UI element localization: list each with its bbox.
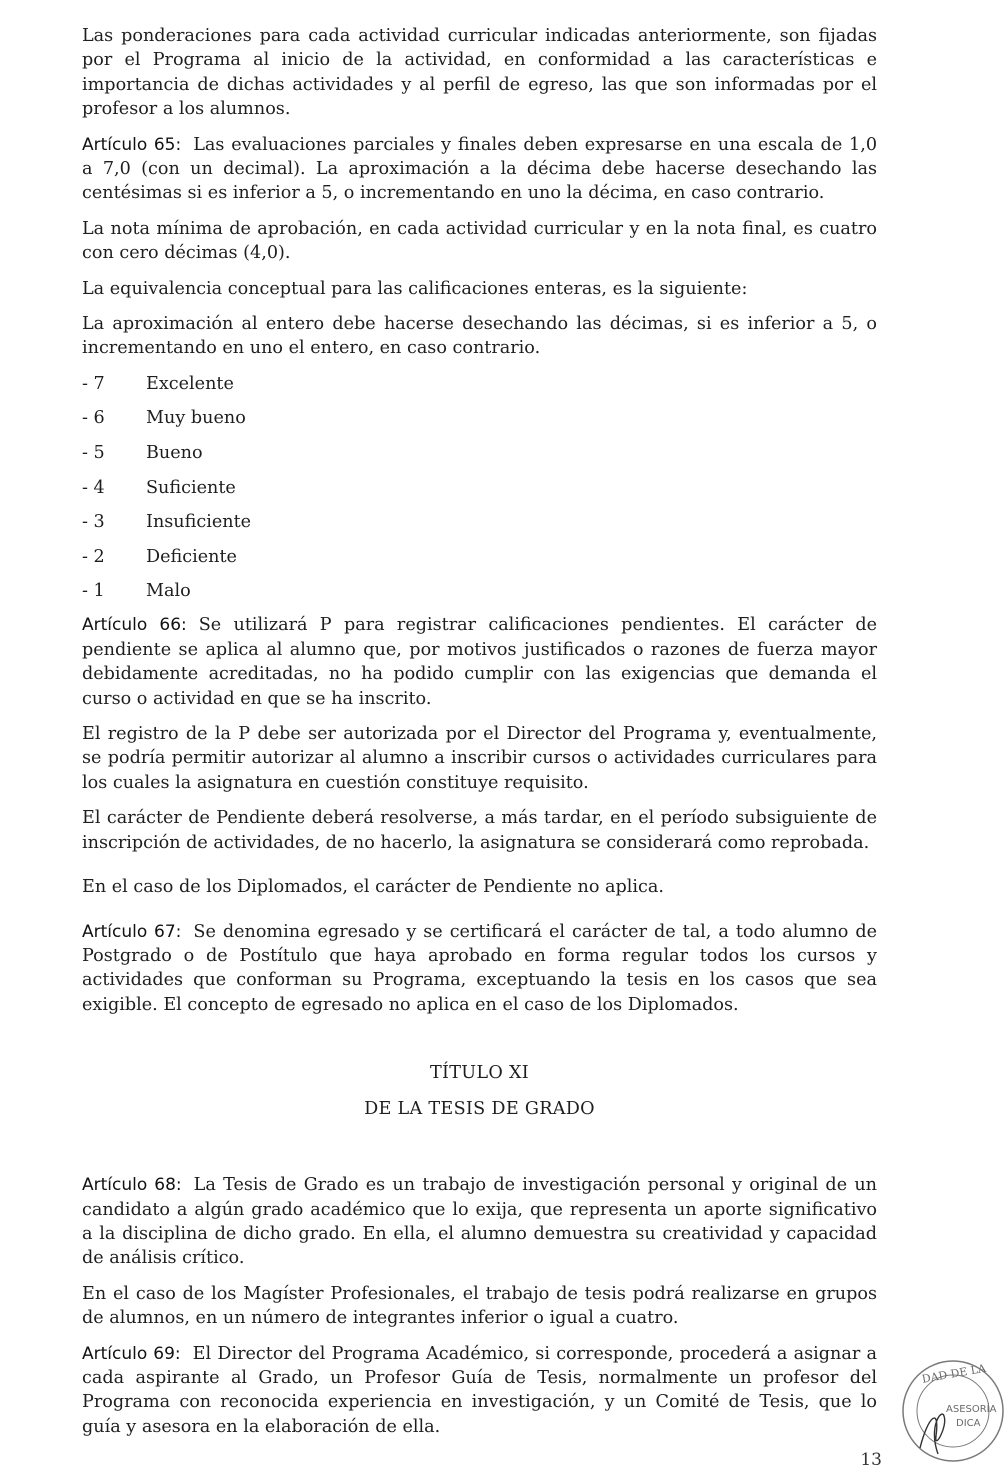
seal-text-bot: DICA: [956, 1418, 981, 1429]
university-seal-stamp: [898, 1356, 1008, 1466]
grade-label: Excelente: [146, 373, 234, 394]
article-65-min-grade: La nota mínima de aprobación, en cada actividad curricular y en la nota final, es cuatro con cero décimas (4,0).: [82, 218, 877, 264]
grade-number: - 3: [82, 512, 105, 533]
grade-scale-list: [82, 372, 877, 610]
signature-mark: [920, 1414, 945, 1454]
article-66-diplomados: En el caso de los Diplomados, el carácter de Pendiente no aplica.: [82, 877, 664, 898]
grade-item: [82, 579, 877, 609]
article-65-paragraph: [82, 133, 877, 206]
grade-label: Malo: [146, 581, 191, 602]
article-66-resolution: El carácter de Pendiente deberá resolverse, a más tardar, en el período subsiguiente de inscripción de actividades, de no hacerlo, la asignatura se considerará como reprobada.: [82, 808, 877, 853]
article-66-label: Artículo 66:: [82, 615, 187, 636]
article-65-text: Las evaluaciones parciales y finales deben expresarse en una escala de 1,0 a 7,0 (con un decimal). La aproximación a la décima debe hacerse desechando las centésimas si es inferior a 5, o incrementando en uno la décima, en caso contrario.: [82, 134, 878, 204]
article-66-paragraph: [82, 613, 877, 711]
grade-label: Insuficiente: [146, 512, 252, 533]
grade-item: [82, 545, 877, 580]
grade-item: [82, 441, 877, 476]
grade-label: Deficiente: [146, 546, 237, 567]
article-68-paragraph: [82, 1173, 877, 1271]
article-68-text: La Tesis de Grado es un trabajo de investigación personal y original de un candidato a algún grado académico que lo exija, que representa un aporte significativo a la disciplina de dicho grado. En ella, el alumno demuestra su creatividad y capacidad de análisis crítico.: [82, 1175, 877, 1269]
article-68-label: Artículo 68:: [82, 1175, 182, 1196]
grade-item: [82, 510, 877, 545]
seal-text-top: DAD DE LA: [920, 1361, 987, 1386]
document-page: [82, 24, 877, 1450]
seal-text-mid: ASESORÍA: [946, 1404, 997, 1415]
article-65-equivalence: La equivalencia conceptual para las calificaciones enteras, es la siguiente:: [82, 278, 748, 299]
article-66-text: Se utilizará P para registrar calificaciones pendientes. El carácter de pendiente se aplica al alumno que, por motivos justificados o razones de fuerza mayor debidamente acreditadas, no ha podido cumplir con las exigencias que demanda el curso o actividad en que se ha inscrito.: [82, 615, 878, 709]
grade-label: Suficiente: [146, 477, 236, 498]
grade-item: [82, 406, 877, 441]
article-67-label: Artículo 67:: [82, 921, 182, 942]
article-65-rounding: La aproximación al entero debe hacerse desechando las décimas, si es inferior a 5, o incrementando en uno el entero, en caso contrario.: [82, 314, 877, 359]
section-title: TÍTULO XI: [429, 1063, 530, 1084]
grade-number: - 5: [82, 443, 105, 464]
grade-number: - 4: [82, 477, 105, 498]
grade-number: - 7: [82, 373, 105, 394]
article-65-label: Artículo 65:: [82, 134, 182, 155]
grade-number: - 1: [82, 581, 105, 602]
article-69-paragraph: [82, 1342, 877, 1440]
article-68-magister: En el caso de los Magíster Profesionales, el trabajo de tesis podrá realizarse en grupos de alumnos, en un número de integrantes inferior o igual a cuatro.: [82, 1283, 877, 1329]
article-67-paragraph: [82, 920, 877, 1018]
grade-item: [82, 372, 877, 407]
grade-number: - 6: [82, 408, 105, 429]
article-69-label: Artículo 69:: [82, 1343, 181, 1364]
article-69-text: El Director del Programa Académico, si corresponde, procederá a asignar a cada aspirante al Grado, un Profesor Guía de Tesis, normalmente un profesor del Programa con reconocida experiencia en investigación, y un Comité de Tesis, que lo guía y asesora en la elaboración de ella.: [82, 1343, 877, 1437]
grade-label: Bueno: [146, 443, 203, 464]
section-subtitle: DE LA TESIS DE GRADO: [364, 1099, 595, 1120]
grade-number: - 2: [82, 546, 105, 567]
grade-label: Muy bueno: [146, 408, 246, 429]
grade-item: [82, 476, 877, 511]
page-number: 13: [860, 1450, 882, 1470]
article-66-registration: El registro de la P debe ser autorizada por el Director del Programa y, eventualmente, se podría permitir autorizar al alumno a inscribir cursos o actividades curriculares para los cuales la asignatura en cuestión constituye requisito.: [82, 724, 877, 793]
article-67-text: Se denomina egresado y se certificará el carácter de tal, a todo alumno de Postgrado o de Postítulo que haya aprobado en forma regular todos los cursos y actividades que conforman su Programa, exceptuando la tesis en los casos que sea exigible. El concepto de egresado no aplica en el caso de los Diplomados.: [82, 921, 878, 1015]
intro-paragraph: Las ponderaciones para cada actividad curricular indicadas anteriormente, son fijadas por el Programa al inicio de la actividad, en conformidad a las características e importancia de dichas actividades y al perfil de egreso, las que son informadas por el profesor a los alumnos.: [82, 26, 877, 120]
